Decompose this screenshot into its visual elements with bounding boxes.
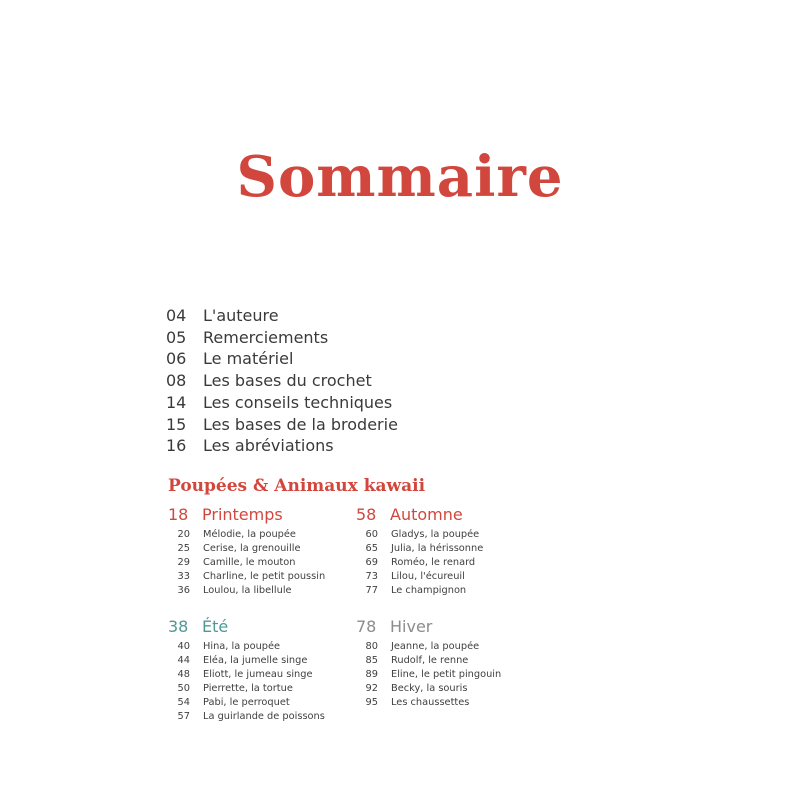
toc-entry-label: Remerciements bbox=[203, 327, 329, 347]
subentry-page-number: 73 bbox=[365, 570, 378, 582]
toc-entry-label: Le matériel bbox=[203, 349, 294, 369]
subentry-page-number: 54 bbox=[177, 696, 190, 708]
season-page-number: 18 bbox=[168, 505, 189, 524]
toc-subentry bbox=[356, 584, 546, 598]
toc-entry bbox=[166, 305, 398, 327]
season-items bbox=[356, 640, 546, 710]
toc-subentry bbox=[168, 640, 358, 654]
toc-page-number: 08 bbox=[166, 371, 187, 391]
toc-page-number: 15 bbox=[166, 414, 187, 434]
subentry-label: Rudolf, le renne bbox=[391, 654, 469, 666]
toc-entry-label: Les bases du crochet bbox=[203, 371, 372, 391]
season-items bbox=[168, 640, 358, 723]
toc-subentry bbox=[356, 668, 546, 682]
subentry-page-number: 40 bbox=[177, 641, 190, 652]
toc-subentry bbox=[356, 528, 546, 542]
toc-subentry bbox=[168, 528, 358, 542]
toc-entry bbox=[166, 414, 398, 436]
subentry-label: Mélodie, la poupée bbox=[203, 529, 296, 540]
subentry-page-number: 80 bbox=[365, 641, 378, 652]
subentry-page-number: 77 bbox=[365, 584, 378, 596]
season-label: Hiver bbox=[390, 617, 433, 636]
toc-page-number: 16 bbox=[166, 436, 187, 456]
page-title: Sommaire bbox=[236, 143, 564, 210]
subentry-label: La guirlande de poissons bbox=[203, 710, 325, 722]
subentry-page-number: 25 bbox=[177, 542, 190, 554]
subentry-label: Camille, le mouton bbox=[203, 556, 296, 568]
subentry-page-number: 44 bbox=[177, 654, 190, 666]
toc-entry bbox=[166, 435, 398, 457]
subentry-page-number: 95 bbox=[365, 696, 378, 708]
toc-subentry bbox=[168, 696, 358, 710]
subentry-page-number: 57 bbox=[177, 710, 190, 722]
toc-subentry bbox=[168, 682, 358, 696]
season-summer bbox=[168, 617, 358, 723]
subentry-page-number: 33 bbox=[177, 570, 190, 582]
subentry-label: Eline, le petit pingouin bbox=[391, 668, 502, 680]
season-page-number: 38 bbox=[168, 617, 189, 636]
subentry-label: Gladys, la poupée bbox=[391, 529, 480, 540]
toc-entry bbox=[166, 348, 398, 370]
season-label: Printemps bbox=[202, 505, 283, 524]
season-winter bbox=[356, 617, 546, 710]
season-heading bbox=[356, 505, 546, 525]
toc-entry bbox=[166, 327, 398, 349]
toc-subentry bbox=[168, 542, 358, 556]
season-label: Été bbox=[202, 617, 229, 636]
season-heading bbox=[168, 505, 358, 525]
subentry-page-number: 69 bbox=[365, 556, 378, 568]
subentry-label: Julia, la hérissonne bbox=[391, 542, 484, 554]
subentry-page-number: 20 bbox=[177, 529, 190, 540]
subentry-label: Les chaussettes bbox=[391, 696, 470, 708]
toc-subentry bbox=[168, 570, 358, 584]
toc-entry-label: Les conseils techniques bbox=[203, 392, 393, 412]
subentry-label: Lilou, l'écureuil bbox=[391, 570, 465, 582]
toc-page-number: 04 bbox=[166, 306, 187, 325]
section-title: Poupées & Animaux kawaii bbox=[168, 476, 426, 496]
subentry-label: Le champignon bbox=[391, 584, 467, 596]
toc-page-number: 05 bbox=[166, 327, 187, 347]
subentry-page-number: 65 bbox=[365, 542, 378, 554]
toc-subentry bbox=[356, 640, 546, 654]
subentry-page-number: 50 bbox=[177, 682, 190, 694]
subentry-label: Cerise, la grenouille bbox=[203, 542, 301, 554]
toc-subentry bbox=[168, 556, 358, 570]
toc-subentry bbox=[168, 710, 358, 724]
toc-subentry bbox=[356, 682, 546, 696]
season-heading bbox=[168, 617, 358, 637]
season-label: Automne bbox=[390, 505, 463, 524]
season-spring bbox=[168, 505, 358, 598]
subentry-page-number: 60 bbox=[365, 529, 378, 540]
subentry-label: Eléa, la jumelle singe bbox=[203, 654, 308, 666]
season-heading bbox=[356, 617, 546, 637]
season-items bbox=[168, 528, 358, 598]
toc-entry-label: Les abréviations bbox=[203, 436, 334, 456]
toc-entry bbox=[166, 392, 398, 414]
subentry-page-number: 36 bbox=[177, 584, 190, 596]
toc-subentry bbox=[168, 584, 358, 598]
toc-subentry bbox=[168, 668, 358, 682]
toc-page-number: 14 bbox=[166, 392, 187, 412]
subentry-page-number: 85 bbox=[365, 654, 378, 666]
subentry-label: Loulou, la libellule bbox=[203, 584, 292, 596]
subentry-label: Pierrette, la tortue bbox=[203, 682, 293, 694]
subentry-page-number: 92 bbox=[365, 682, 378, 694]
toc-entry-label: L'auteure bbox=[203, 306, 279, 325]
toc-entry-label: Les bases de la broderie bbox=[203, 414, 398, 434]
toc-entry bbox=[166, 370, 398, 392]
toc-subentry bbox=[356, 570, 546, 584]
subentry-page-number: 89 bbox=[365, 668, 378, 680]
toc-subentry bbox=[356, 542, 546, 556]
season-autumn bbox=[356, 505, 546, 598]
subentry-label: Eliott, le jumeau singe bbox=[203, 668, 313, 680]
toc-subentry bbox=[356, 654, 546, 668]
subentry-label: Roméo, le renard bbox=[391, 556, 476, 568]
season-page-number: 58 bbox=[356, 505, 377, 524]
toc-page-number: 06 bbox=[166, 349, 187, 369]
intro-toc-list bbox=[166, 305, 398, 457]
subentry-page-number: 29 bbox=[177, 556, 190, 568]
subentry-page-number: 48 bbox=[177, 668, 190, 680]
subentry-label: Charline, le petit poussin bbox=[203, 570, 326, 582]
subentry-label: Jeanne, la poupée bbox=[391, 641, 480, 652]
toc-subentry bbox=[356, 556, 546, 570]
season-items bbox=[356, 528, 546, 598]
subentry-label: Becky, la souris bbox=[391, 682, 468, 694]
toc-subentry bbox=[168, 654, 358, 668]
season-page-number: 78 bbox=[356, 617, 377, 636]
toc-subentry bbox=[356, 696, 546, 710]
subentry-label: Hina, la poupée bbox=[203, 641, 281, 652]
subentry-label: Pabi, le perroquet bbox=[203, 696, 290, 708]
